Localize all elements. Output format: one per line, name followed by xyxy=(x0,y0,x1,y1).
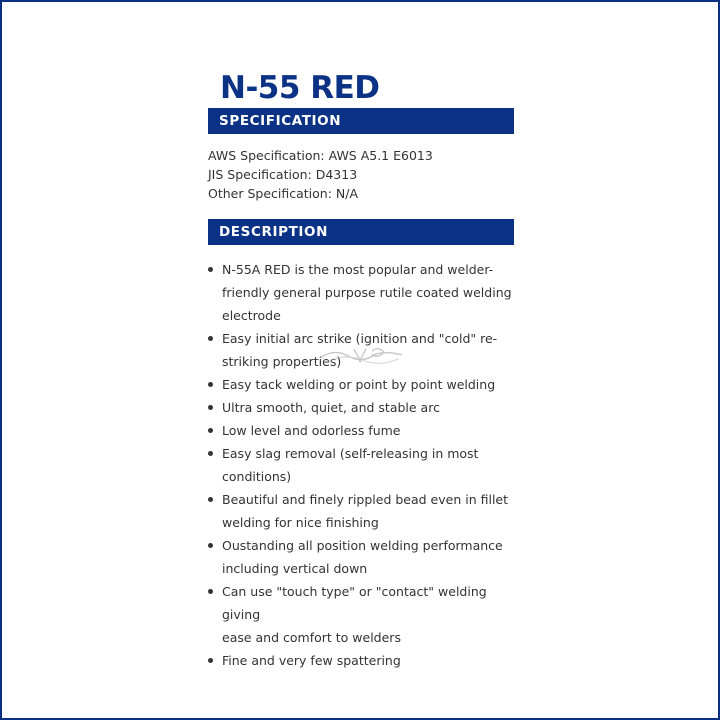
description-item xyxy=(208,258,518,327)
description-item xyxy=(208,488,518,534)
description-line: N-55A RED is the most popular and welder- xyxy=(222,262,494,277)
other-specification: Other Specification: N/A xyxy=(208,186,359,201)
description-line: friendly general purpose rutile coated welding xyxy=(222,285,512,300)
description-item xyxy=(208,419,518,442)
bullet-icon xyxy=(208,658,213,663)
description-list xyxy=(208,258,518,672)
watermark-logo xyxy=(314,342,408,368)
description-item xyxy=(208,649,518,672)
description-line: Beautiful and finely rippled bead even in fillet xyxy=(222,492,509,507)
description-line: Fine and very few spattering xyxy=(222,653,401,668)
description-line: including vertical down xyxy=(222,561,368,576)
bullet-icon xyxy=(208,428,213,433)
description-line: striking properties) xyxy=(222,354,342,369)
specification-list xyxy=(208,146,433,203)
description-item xyxy=(208,580,518,649)
description-item xyxy=(208,534,518,580)
description-header: DESCRIPTION xyxy=(208,219,514,245)
description-line: electrode xyxy=(222,308,281,323)
description-line: Oustanding all position welding performance xyxy=(222,538,503,553)
bullet-icon xyxy=(208,267,213,272)
product-title: N-55 RED xyxy=(220,70,380,106)
bullet-icon xyxy=(208,451,213,456)
description-line: welding for nice finishing xyxy=(222,515,379,530)
description-line: conditions) xyxy=(222,469,292,484)
description-item xyxy=(208,442,518,488)
description-line: Low level and odorless fume xyxy=(222,423,401,438)
aws-specification: AWS Specification: AWS A5.1 E6013 xyxy=(208,148,433,163)
bullet-icon xyxy=(208,336,213,341)
description-line: Easy slag removal (self-releasing in most xyxy=(222,446,479,461)
bullet-icon xyxy=(208,405,213,410)
description-line: ease and comfort to welders xyxy=(222,630,401,645)
description-line: Easy tack welding or point by point welding xyxy=(222,377,496,392)
description-line: Ultra smooth, quiet, and stable arc xyxy=(222,400,440,415)
bullet-icon xyxy=(208,382,213,387)
description-line: Easy initial arc strike (ignition and "cold" re- xyxy=(222,331,498,346)
specification-header: SPECIFICATION xyxy=(208,108,514,134)
jis-specification: JIS Specification: D4313 xyxy=(208,167,358,182)
description-item xyxy=(208,373,518,396)
description-line: Can use "touch type" or "contact" welding giving xyxy=(222,584,487,622)
bullet-icon xyxy=(208,589,213,594)
bullet-icon xyxy=(208,543,213,548)
bullet-icon xyxy=(208,497,213,502)
description-item xyxy=(208,396,518,419)
